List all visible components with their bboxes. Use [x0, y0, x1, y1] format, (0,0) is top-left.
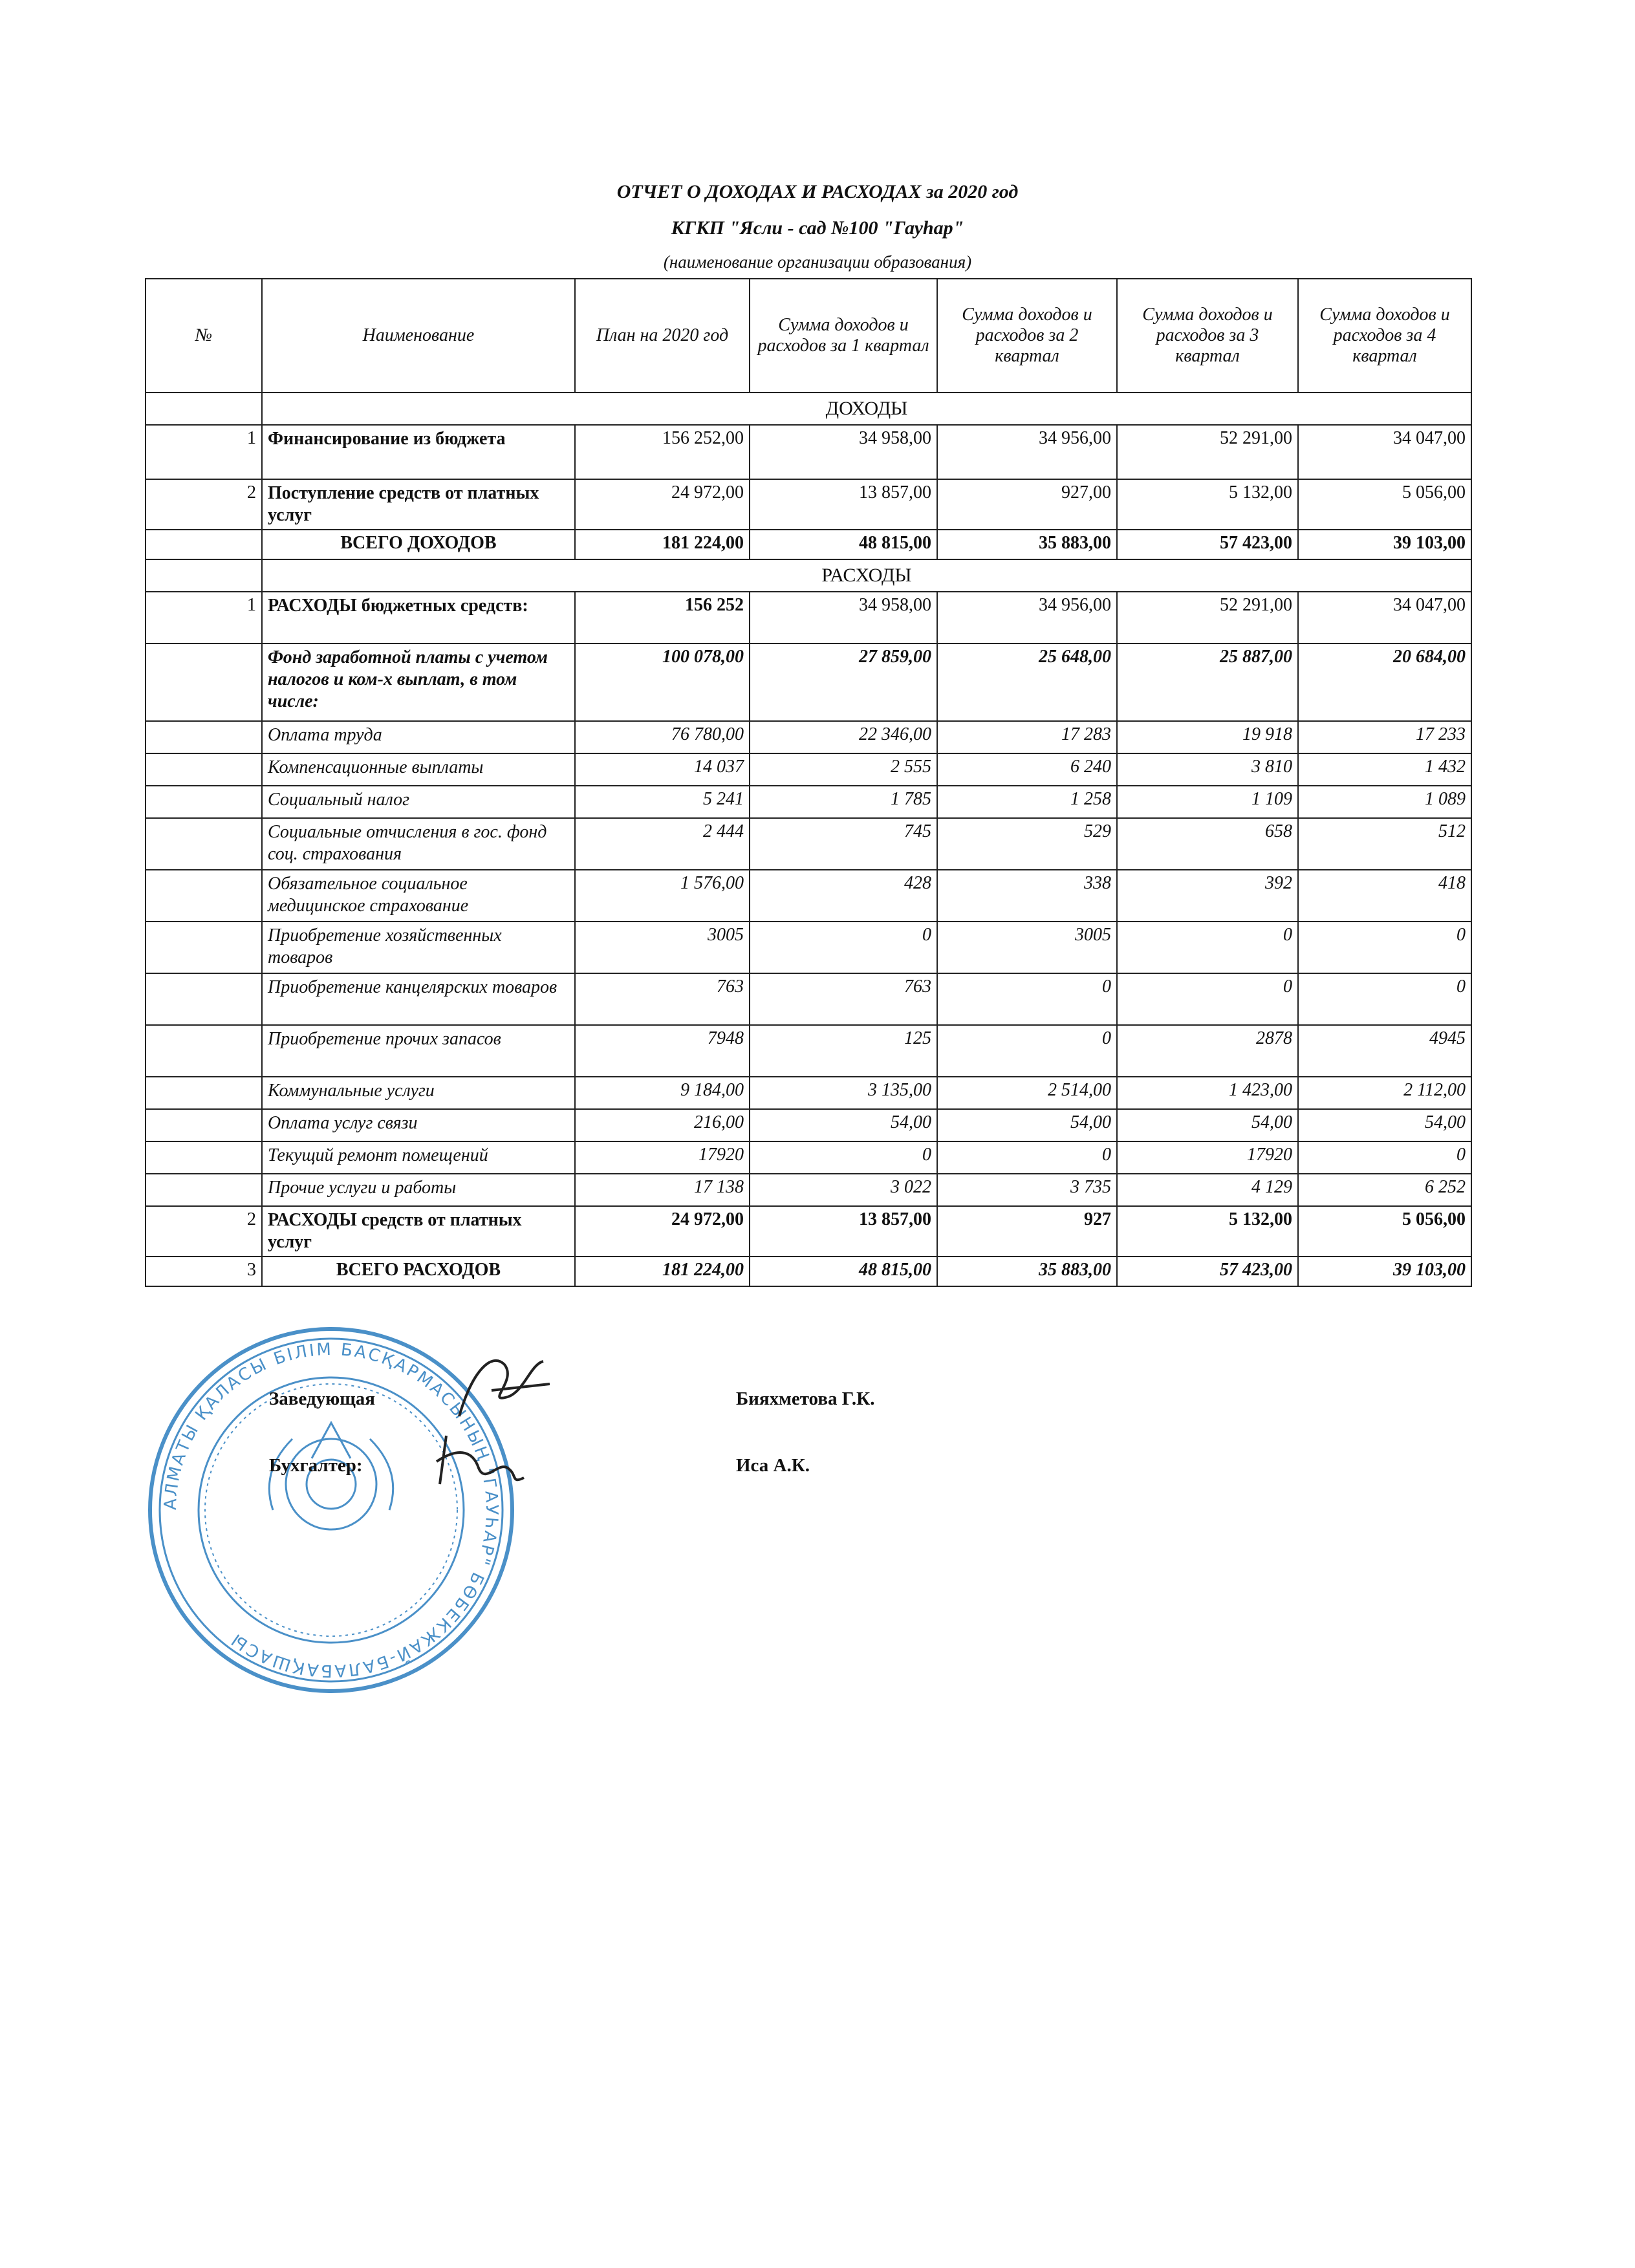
cell-q3: 57 423,00: [1117, 1257, 1298, 1286]
cell-q1: 428: [750, 870, 937, 922]
table-row: [146, 721, 1471, 753]
cell-plan: 17920: [575, 1141, 750, 1174]
cell-plan: 181 224,00: [575, 1257, 750, 1286]
row-label: Фонд заработной платы с учетом налогов и ком-х выплат, в том числе:: [262, 643, 575, 721]
row-number: [146, 643, 262, 721]
cell-q2: 25 648,00: [937, 643, 1117, 721]
cell-plan: 24 972,00: [575, 1206, 750, 1257]
row-number: 1: [146, 425, 262, 479]
row-number: [146, 973, 262, 1025]
cell-q4: 1 089: [1298, 786, 1471, 818]
cell-q2: 17 283: [937, 721, 1117, 753]
cell-plan: 14 037: [575, 753, 750, 786]
cell-q2: 0: [937, 973, 1117, 1025]
income-section-row: [146, 393, 1471, 425]
cell-q2: 0: [937, 1025, 1117, 1077]
row-label: Приобретение хозяйственных товаров: [262, 922, 575, 973]
cell-plan: 3005: [575, 922, 750, 973]
svg-text:АЛМАТЫ ҚАЛАСЫ БІЛІМ БАСҚАРМАСЫ: АЛМАТЫ ҚАЛАСЫ БІЛІМ БАСҚАРМАСЫНЫҢ "ГАУҺАР" БӨБЕКЖАЙ-БАЛАБАҚШАСЫ: [160, 1339, 502, 1681]
table-row: [146, 643, 1471, 721]
table-row: [146, 1206, 1471, 1257]
cell-plan: 156 252: [575, 592, 750, 643]
cell-q2: 338: [937, 870, 1117, 922]
table-row: [146, 786, 1471, 818]
cell-plan: 5 241: [575, 786, 750, 818]
cell-q4: 34 047,00: [1298, 425, 1471, 479]
row-label: Поступление средств от платных услуг: [262, 479, 575, 530]
accountant-signature: [427, 1423, 530, 1494]
cell-q2: 54,00: [937, 1109, 1117, 1141]
row-label: Прочие услуги и работы: [262, 1174, 575, 1206]
organization-caption: (наименование организации образования): [663, 252, 972, 272]
cell-q2: 3005: [937, 922, 1117, 973]
row-number: [146, 1077, 262, 1109]
table-row: [146, 753, 1471, 786]
table-row: [146, 1109, 1471, 1141]
cell-q3: 2878: [1117, 1025, 1298, 1077]
row-label: ВСЕГО РАСХОДОВ: [262, 1257, 575, 1286]
income-section-label: ДОХОДЫ: [262, 393, 1471, 425]
row-label: ВСЕГО ДОХОДОВ: [262, 530, 575, 559]
row-number: 1: [146, 592, 262, 643]
cell-q4: 2 112,00: [1298, 1077, 1471, 1109]
cell-q1: 0: [750, 1141, 937, 1174]
cell-q4: 6 252: [1298, 1174, 1471, 1206]
row-number: [146, 1109, 262, 1141]
cell-q2: 0: [937, 1141, 1117, 1174]
cell-q3: 658: [1117, 818, 1298, 870]
row-number: 2: [146, 1206, 262, 1257]
cell-q1: 22 346,00: [750, 721, 937, 753]
cell-q4: 0: [1298, 973, 1471, 1025]
row-label: Приобретение прочих запасов: [262, 1025, 575, 1077]
cell-q2: 3 735: [937, 1174, 1117, 1206]
report-table: [145, 278, 1472, 1287]
table-row: [146, 425, 1471, 479]
cell-q1: 13 857,00: [750, 1206, 937, 1257]
table-row: [146, 1141, 1471, 1174]
cell-q1: 763: [750, 973, 937, 1025]
cell-q1: 48 815,00: [750, 1257, 937, 1286]
row-number: [146, 530, 262, 559]
head-title: Заведующая: [269, 1388, 375, 1409]
cell-q3: 54,00: [1117, 1109, 1298, 1141]
cell-q3: 4 129: [1117, 1174, 1298, 1206]
row-number: [146, 1141, 262, 1174]
cell-q3: 57 423,00: [1117, 530, 1298, 559]
col-header-num: №: [146, 279, 262, 393]
row-label: Обязательное социальное медицинское страхование: [262, 870, 575, 922]
row-label: Компенсационные выплаты: [262, 753, 575, 786]
row-number: [146, 922, 262, 973]
cell-q3: 52 291,00: [1117, 425, 1298, 479]
cell-q2: 34 956,00: [937, 592, 1117, 643]
cell-q3: 17920: [1117, 1141, 1298, 1174]
cell-q1: 3 135,00: [750, 1077, 937, 1109]
cell-q4: 54,00: [1298, 1109, 1471, 1141]
cell-q2: 927: [937, 1206, 1117, 1257]
expense-section-row: [146, 559, 1471, 592]
cell-q2: 1 258: [937, 786, 1117, 818]
table-row: [146, 479, 1471, 530]
table-row: [146, 1257, 1471, 1286]
cell-q3: 1 109: [1117, 786, 1298, 818]
row-label: Социальный налог: [262, 786, 575, 818]
cell-plan: 156 252,00: [575, 425, 750, 479]
cell-plan: 216,00: [575, 1109, 750, 1141]
accountant-title: Бухгалтер:: [269, 1455, 363, 1476]
cell-plan: 24 972,00: [575, 479, 750, 530]
col-header-q2: Сумма доходов и расходов за 2 квартал: [937, 279, 1117, 393]
table-row: [146, 818, 1471, 870]
cell-q2: 34 956,00: [937, 425, 1117, 479]
row-label: Финансирование из бюджета: [262, 425, 575, 479]
cell-q3: 5 132,00: [1117, 479, 1298, 530]
cell-q4: 34 047,00: [1298, 592, 1471, 643]
cell-plan: 7948: [575, 1025, 750, 1077]
row-number: [146, 870, 262, 922]
cell-q1: 125: [750, 1025, 937, 1077]
cell-q4: 39 103,00: [1298, 1257, 1471, 1286]
cell-q2: 6 240: [937, 753, 1117, 786]
cell-q1: 13 857,00: [750, 479, 937, 530]
cell-q4: 17 233: [1298, 721, 1471, 753]
cell-q1: 48 815,00: [750, 530, 937, 559]
cell-q3: 0: [1117, 973, 1298, 1025]
table-row: [146, 870, 1471, 922]
row-label: РАСХОДЫ бюджетных средств:: [262, 592, 575, 643]
cell-q2: 35 883,00: [937, 1257, 1117, 1286]
cell-plan: 17 138: [575, 1174, 750, 1206]
table-row: [146, 973, 1471, 1025]
cell-q3: 5 132,00: [1117, 1206, 1298, 1257]
cell-q4: 1 432: [1298, 753, 1471, 786]
header-row: [146, 279, 1471, 393]
cell-q3: 0: [1117, 922, 1298, 973]
cell-q4: 512: [1298, 818, 1471, 870]
cell-q3: 19 918: [1117, 721, 1298, 753]
cell-q4: 20 684,00: [1298, 643, 1471, 721]
table-row: [146, 1174, 1471, 1206]
row-label: РАСХОДЫ средств от платных услуг: [262, 1206, 575, 1257]
accountant-name: Иса А.К.: [736, 1455, 810, 1476]
cell-q2: 2 514,00: [937, 1077, 1117, 1109]
cell-q4: 39 103,00: [1298, 530, 1471, 559]
head-name: Бияхметова Г.К.: [736, 1388, 875, 1409]
cell-plan: 181 224,00: [575, 530, 750, 559]
cell-plan: 763: [575, 973, 750, 1025]
row-number: 3: [146, 1257, 262, 1286]
row-label: Социальные отчисления в гос. фонд соц. страхования: [262, 818, 575, 870]
organization-name: КГКП "Ясли - сад №100 "Гауһар": [671, 217, 964, 239]
cell-q4: 5 056,00: [1298, 1206, 1471, 1257]
cell-q4: 418: [1298, 870, 1471, 922]
table-row: [146, 922, 1471, 973]
report-title: ОТЧЕТ О ДОХОДАХ И РАСХОДАХ за 2020 год: [616, 181, 1019, 202]
cell-q2: 529: [937, 818, 1117, 870]
table-row: [146, 530, 1471, 559]
cell-q3: 1 423,00: [1117, 1077, 1298, 1109]
row-label: Оплата услуг связи: [262, 1109, 575, 1141]
col-header-q3: Сумма доходов и расходов за 3 квартал: [1117, 279, 1298, 393]
cell-q1: 2 555: [750, 753, 937, 786]
row-label: Коммунальные услуги: [262, 1077, 575, 1109]
head-signature: [446, 1345, 556, 1429]
cell-plan: 1 576,00: [575, 870, 750, 922]
cell-q1: 54,00: [750, 1109, 937, 1141]
row-number: [146, 753, 262, 786]
cell-plan: 76 780,00: [575, 721, 750, 753]
cell-plan: 2 444: [575, 818, 750, 870]
table-row: [146, 1025, 1471, 1077]
cell-q1: 3 022: [750, 1174, 937, 1206]
cell-q4: 5 056,00: [1298, 479, 1471, 530]
row-label: Приобретение канцелярских товаров: [262, 973, 575, 1025]
cell-plan: 9 184,00: [575, 1077, 750, 1109]
cell-q4: 0: [1298, 1141, 1471, 1174]
cell-q1: 745: [750, 818, 937, 870]
col-header-q1: Сумма доходов и расходов за 1 квартал: [750, 279, 937, 393]
table-row: [146, 1077, 1471, 1109]
row-number: [146, 786, 262, 818]
cell-q2: 35 883,00: [937, 530, 1117, 559]
col-header-plan: План на 2020 год: [575, 279, 750, 393]
cell-q1: 0: [750, 922, 937, 973]
row-number: [146, 1174, 262, 1206]
cell-q3: 392: [1117, 870, 1298, 922]
cell-q1: 34 958,00: [750, 425, 937, 479]
cell-q3: 52 291,00: [1117, 592, 1298, 643]
col-header-q4: Сумма доходов и расходов за 4 квартал: [1298, 279, 1471, 393]
cell-q4: 4945: [1298, 1025, 1471, 1077]
cell-q1: 34 958,00: [750, 592, 937, 643]
row-number: [146, 721, 262, 753]
cell-q4: 0: [1298, 922, 1471, 973]
cell-q3: 3 810: [1117, 753, 1298, 786]
row-label: Текущий ремонт помещений: [262, 1141, 575, 1174]
cell-q1: 27 859,00: [750, 643, 937, 721]
row-number: [146, 818, 262, 870]
cell-q2: 927,00: [937, 479, 1117, 530]
expense-section-label: РАСХОДЫ: [262, 559, 1471, 592]
row-number: 2: [146, 479, 262, 530]
cell-q3: 25 887,00: [1117, 643, 1298, 721]
cell-plan: 100 078,00: [575, 643, 750, 721]
col-header-name: Наименование: [262, 279, 575, 393]
row-label: Оплата труда: [262, 721, 575, 753]
row-number: [146, 1025, 262, 1077]
table-row: [146, 592, 1471, 643]
cell-q1: 1 785: [750, 786, 937, 818]
